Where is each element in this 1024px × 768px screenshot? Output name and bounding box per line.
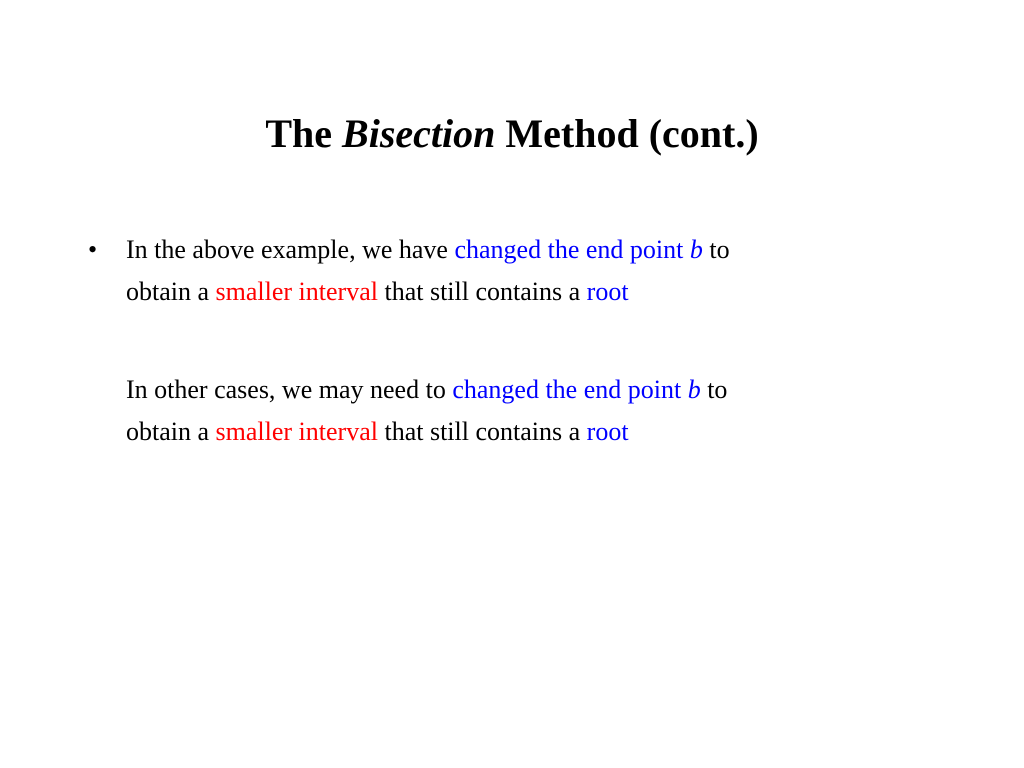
p2-text-still-contains: that still contains a	[384, 417, 581, 446]
p2-highlight-smaller-interval: smaller interval	[215, 417, 378, 446]
p2-variable-b: b	[687, 375, 701, 404]
p1-text-still-contains: that still contains a	[384, 277, 581, 306]
title-word-bisection: Bisection	[342, 111, 496, 156]
bullet-marker: •	[88, 235, 98, 264]
paragraph-1-line-1	[126, 229, 966, 271]
title-word-method: Method (cont.)	[505, 111, 759, 156]
p2-highlight-changed-end-point: changed the end point	[452, 375, 682, 404]
p1-text-obtain: obtain a	[126, 277, 210, 306]
paragraph-1	[126, 229, 966, 313]
paragraph-2	[126, 369, 966, 453]
paragraph-2-line-1	[126, 369, 966, 411]
p2-text-intro: In other cases, we may need to	[126, 375, 446, 404]
p1-variable-b: b	[689, 235, 703, 264]
p1-highlight-root: root	[586, 277, 629, 306]
p1-highlight-changed-end-point: changed the end point	[454, 235, 684, 264]
title-word-the: The	[265, 111, 333, 156]
p2-text-to: to	[707, 375, 728, 404]
p1-text-intro: In the above example, we have	[126, 235, 448, 264]
p1-highlight-smaller-interval: smaller interval	[215, 277, 378, 306]
p2-text-obtain: obtain a	[126, 417, 210, 446]
paragraph-2-line-2	[126, 411, 966, 453]
p1-text-to: to	[709, 235, 730, 264]
paragraph-1-line-2	[126, 271, 966, 313]
slide-title	[0, 108, 1024, 160]
p2-highlight-root: root	[586, 417, 629, 446]
